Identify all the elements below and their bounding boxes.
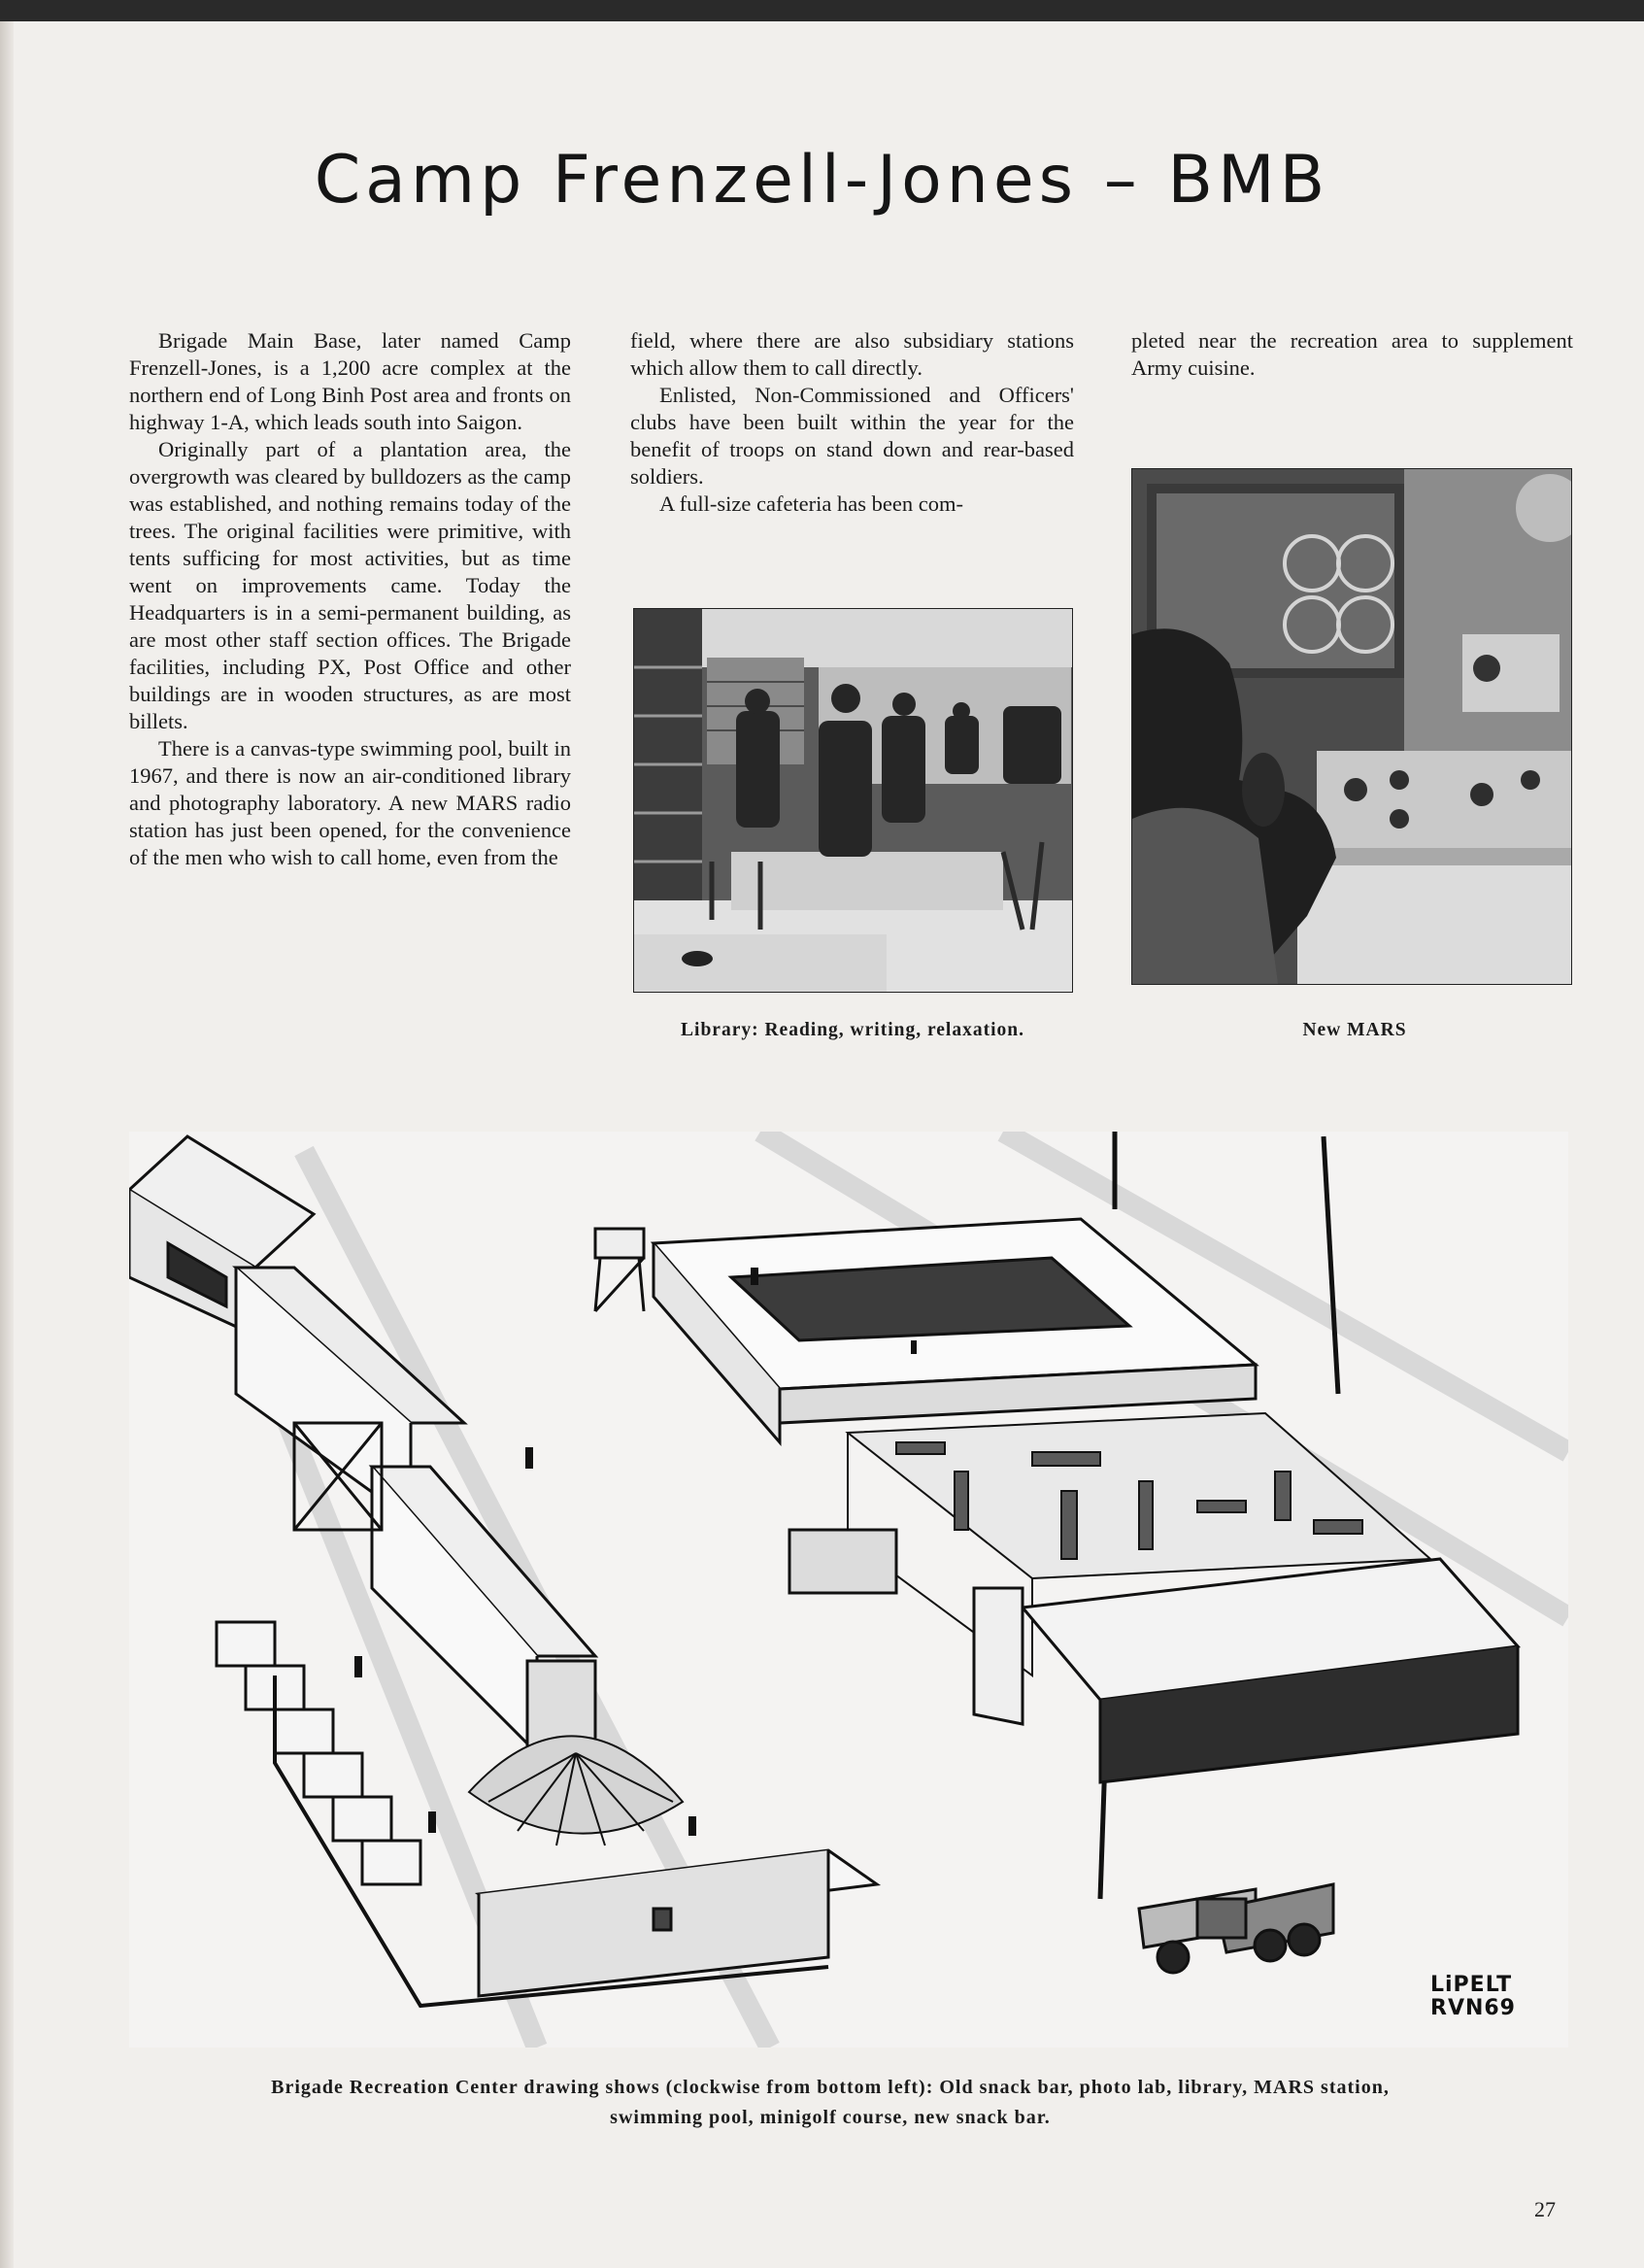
- library-photo-caption: Library: Reading, writing, relaxation.: [681, 1020, 1024, 1040]
- page-number: 27: [1534, 2197, 1556, 2221]
- artist-signature: LiPELT RVN69: [1430, 1973, 1516, 2020]
- article-paragraph: pleted near the recreation area to supplement Army cuisine.: [1131, 328, 1573, 380]
- article-paragraph: There is a canvas-type swimming pool, built in 1967, and there is now an air-conditioned library and photography laboratory. A new MARS radio station has just been opened, for the convenience of the men who wish to call home, even from the: [129, 736, 571, 869]
- article-paragraph: A full-size cafeteria has been com-: [659, 491, 963, 516]
- article-paragraph: Brigade Main Base, later named Camp Frenzell-Jones, is a 1,200 acre complex at the northern end of Long Binh Post area and fronts on highway 1-A, which leads south into Saigon.: [129, 328, 571, 434]
- library-photo: [633, 608, 1073, 993]
- recreation-center-drawing: [129, 1132, 1568, 2048]
- page-binding-edge: [0, 21, 14, 2268]
- page-title: Camp Frenzell-Jones – BMB: [314, 141, 1330, 219]
- article-column-1: [129, 327, 571, 871]
- article-paragraph: field, where there are also subsidiary stations which allow them to call directly.: [630, 328, 1074, 380]
- article-column-2: [630, 327, 1074, 518]
- article-column-3: [1131, 327, 1573, 382]
- article-paragraph: Originally part of a plantation area, the overgrowth was cleared by bulldozers as the camp was established, and nothing remains today of the trees. The original facilities were primitive, with tents sufficing for most activities, but as time went on improvements came. Today the Headquarters is in a semi-permanent building, as are most other staff section offices. The Brigade facilities, including PX, Post Office and other buildings are in wooden structures, as are most billets.: [129, 437, 571, 733]
- article-paragraph: Enlisted, Non-Commissioned and Officers' clubs have been built within the year for the benefit of troops on stand down and rear-based soldiers.: [630, 383, 1074, 489]
- mars-station-photo: [1131, 468, 1572, 985]
- drawing-caption: Brigade Recreation Center drawing shows (clockwise from bottom left): Old snack bar, photo lab, library, MARS station, swimming pool, minigolf course, new snack bar.: [271, 2077, 1390, 2128]
- mars-photo-caption: New MARS: [1302, 1020, 1407, 1040]
